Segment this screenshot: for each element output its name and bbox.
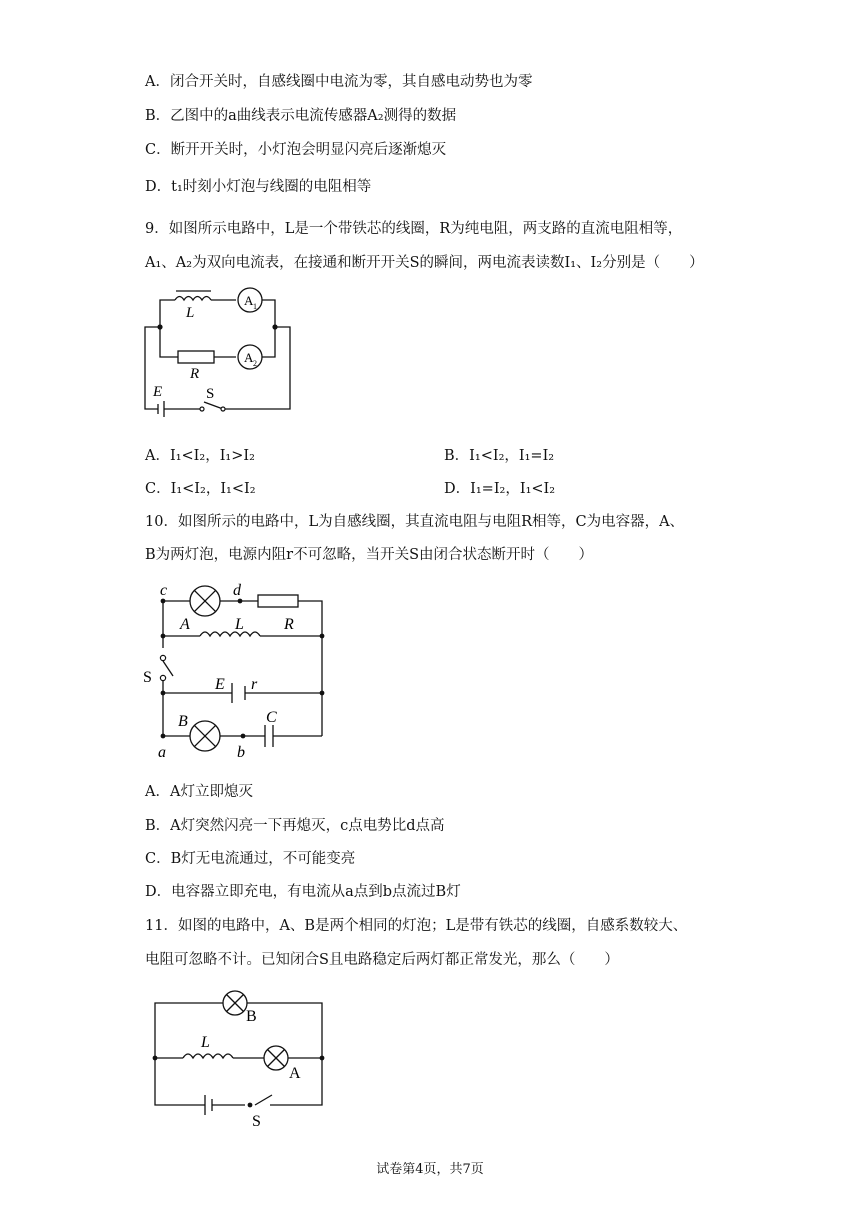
q11-stem-line1: 11．如图的电路中，A、B是两个相同的灯泡；L是带有铁芯的线圈，自感系数较大、: [145, 918, 688, 934]
q9-option-b: B．I₁<I₂，I₁=I₂: [444, 448, 555, 464]
q9-label-e: E: [153, 384, 163, 400]
q10-stem-line2: B为两灯泡，电源内阻r不可忽略，当开关S由闭合状态断开时（ ）: [145, 547, 594, 563]
q9-option-d: D．I₁=I₂，I₁<I₂: [444, 481, 556, 497]
q10-label-lamp-b: B: [178, 713, 188, 730]
q10-option-a: A．A灯立即熄灭: [145, 784, 253, 800]
q9-option-c: C．I₁<I₂，I₁<I₂: [145, 481, 256, 497]
q9-label-s: S: [206, 386, 215, 402]
q9-circuit-diagram: [140, 282, 300, 417]
q11-stem-line2: 电阻可忽略不计。已知闭合S且电路稳定后两灯都正常发光，那么（ ）: [145, 952, 619, 968]
q9-label-a1-sub: 1: [253, 302, 257, 311]
q10-option-d: D．电容器立即充电，有电流从a点到b点流过B灯: [145, 884, 461, 900]
q10-label-a-point: a: [158, 744, 166, 761]
q10-label-s: S: [143, 669, 152, 686]
q10-label-l: L: [235, 616, 244, 633]
q11-label-s: S: [252, 1113, 261, 1130]
q11-label-lamp-a: A: [289, 1065, 301, 1082]
q9-label-r: R: [190, 366, 200, 382]
q10-label-internal-r: r: [251, 676, 258, 693]
q10-label-e: E: [215, 676, 225, 693]
q10-label-capacitor: C: [266, 709, 277, 726]
q10-label-r: R: [284, 616, 294, 633]
q10-option-b: B．A灯突然闪亮一下再熄灭，c点电势比d点高: [145, 818, 445, 834]
q9-stem-line2: A₁、A₂为双向电流表，在接通和断开开关S的瞬间，两电流表读数I₁、I₂分别是（ ）: [145, 255, 704, 271]
q9-label-l: L: [186, 305, 195, 321]
q11-circuit-diagram: [145, 985, 335, 1130]
q8-option-c: C．断开开关时，小灯泡会明显闪亮后逐渐熄灭: [145, 142, 447, 158]
q10-label-lamp-a: A: [180, 616, 190, 633]
q9-option-a: A．I₁<I₂，I₁>I₂: [145, 448, 255, 464]
page-footer: 试卷第4页，共7页: [376, 1162, 484, 1177]
q10-label-d-point: d: [233, 582, 241, 599]
q8-option-d: D．t₁时刻小灯泡与线圈的电阻相等: [145, 179, 372, 195]
q9-label-a2: A: [244, 350, 254, 365]
q11-label-lamp-b: B: [246, 1008, 257, 1025]
q10-label-c-point: c: [160, 582, 168, 599]
q9-label-a2-sub: 2: [253, 359, 257, 368]
q9-stem-line1: 9．如图所示电路中，L是一个带铁芯的线圈，R为纯电阻，两支路的直流电阻相等，: [145, 221, 683, 237]
q8-option-b: B．乙图中的a曲线表示电流传感器A₂测得的数据: [145, 108, 457, 124]
q8-option-a: A．闭合开关时，自感线圈中电流为零，其自感电动势也为零: [145, 74, 533, 90]
q10-option-c: C．B灯无电流通过，不可能变亮: [145, 851, 356, 867]
q9-label-a1: A: [244, 293, 254, 308]
q10-circuit-diagram: [140, 578, 340, 763]
q11-label-l: L: [201, 1034, 210, 1051]
q10-stem-line1: 10．如图所示的电路中，L为自感线圈，其直流电阻与电阻R相等，C为电容器，A、: [145, 514, 685, 530]
q10-label-b-point: b: [237, 744, 245, 761]
